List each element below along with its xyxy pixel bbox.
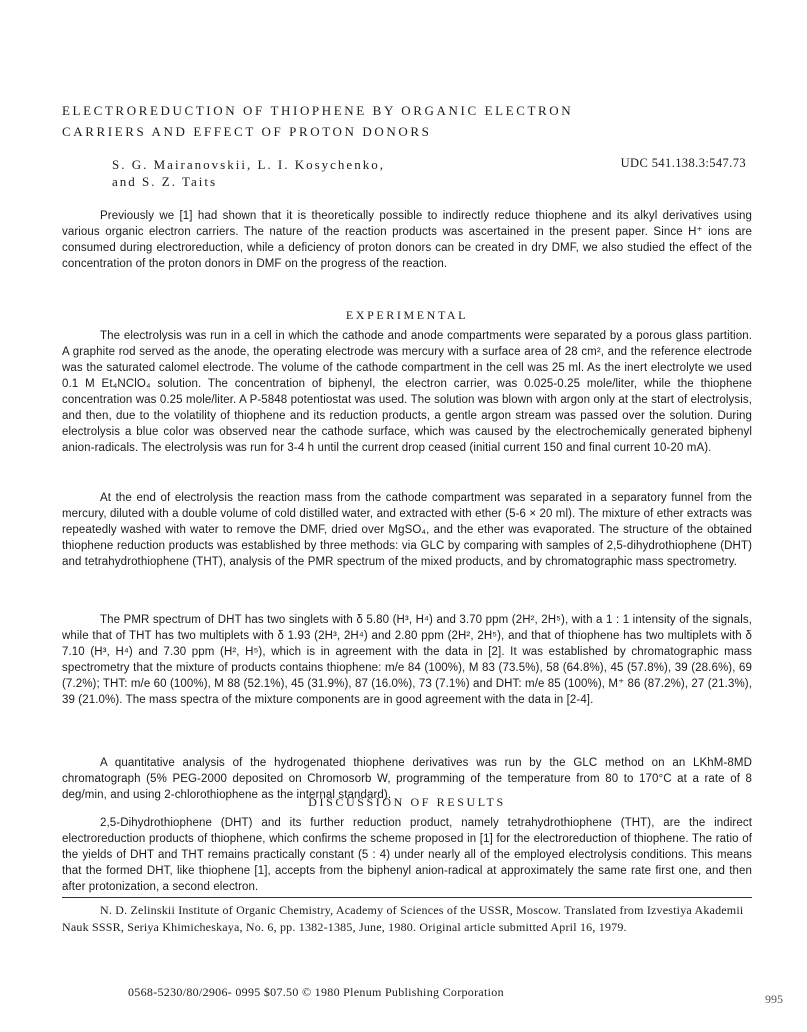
section-heading-discussion: DISCUSSION OF RESULTS — [308, 795, 506, 809]
article-title — [62, 100, 752, 142]
author-list — [112, 156, 492, 190]
title-line-1: ELECTROREDUCTION OF THIOPHENE BY ORGANIC ELECTRON — [62, 103, 574, 118]
page-number: 995 — [765, 992, 783, 1006]
authors-line-2: and S. Z. Taits — [112, 174, 218, 189]
udc-code: UDC 541.138.3:547.73 — [620, 156, 746, 170]
experimental-paragraph-4: A quantitative analysis of the hydrogenated thiophene derivatives was run by the GLC method on an LKhM-8MD chromatograph (5% PEG-2000 deposited on Chromosorb W, programming of the temperature from 80 to 170°C at a rate of 8 deg/min, and using 2-chlorothiophene as the internal standard). — [62, 757, 752, 801]
section-heading-experimental: EXPERIMENTAL — [345, 308, 469, 322]
experimental-paragraph-1: The electrolysis was run in a cell in which the cathode and anode compartments were separated by a porous glass partition. A graphite rod served as the anode, the operating electrode was mercury with a surface area of 28 cm², and the reference electrode was the saturated calomel electrode. The volume of the cathode compartment in the cell was 25 ml. As the inert electrolyte we used 0.1 M Et₄NClO₄ solution. The concentration of biphenyl, the electron carrier, was 0.025-0.25 mole/liter, while the thiophene concentration was 0.25 mole/liter. A P-5848 potentiostat was used. The solution was blown with argon only at the start of electrolysis, and then, due to the volatility of thiophene and its reduction products, a gentle argon stream was passed over the solution. During electrolysis a blue color was observed near the cathode surface, which was caused by the electrochemically generated biphenyl anion-radicals. The electrolysis was run for 3-4 h until the current drop ceased (initial current 150 and final current 10-20 mA). — [62, 330, 752, 454]
affiliation-footnote: N. D. Zelinskii Institute of Organic Chemistry, Academy of Sciences of the USSR, Moscow. Translated from Izvestiya Akademii Nauk SSSR, Seriya Khimicheskaya, No. 6, pp. 1382-1385, June, 1980. Original article submitted April 16, 1979. — [62, 903, 744, 934]
footnote-rule — [62, 897, 752, 898]
authors-line-1: S. G. Mairanovskii, L. I. Kosychenko, — [112, 157, 385, 172]
title-line-2: CARRIERS AND EFFECT OF PROTON DONORS — [62, 124, 432, 139]
discussion-paragraph-1: 2,5-Dihydrothiophene (DHT) and its further reduction product, namely tetrahydrothiophene (THT), are the indirect electroreduction products of thiophene, which confirms the scheme proposed in [1] for the electroreduction of thiophene. The ratio of the yields of DHT and THT remains practically constant (5 : 4) under nearly all of the employed electrolysis conditions. This means that the formed DHT, like thiophene [1], accepts from the biphenyl anion-radical at approximately the same rate first one, and then after protonization, a second electron. — [62, 817, 752, 893]
copyright-footer: 0568-5230/80/2906- 0995 $07.50 © 1980 Plenum Publishing Corporation — [128, 985, 504, 999]
experimental-paragraph-3: The PMR spectrum of DHT has two singlets with δ 5.80 (H³, H⁴) and 3.70 ppm (2H², 2H⁵), with a 1 : 1 intensity of the signals, while that of THT has two multiplets with δ 1.93 (2H³, 2H⁴) and 2.80 ppm (2H², 2H⁵), and that of thiophene has two multiplets with δ 7.10 (H³, H⁴) and 7.30 ppm (H², H⁵), which is in agreement with the data in [2]. It was established by chromatographic mass spectrometry that the mixture of products contains thiophene: m/e 84 (100%), M 83 (73.5%), 58 (64.8%), 45 (57.8%), 39 (28.6%), 69 (7.2%); THT: m/e 60 (100%), M 88 (52.1%), 45 (31.9%), 87 (16.0%), 73 (7.1%) and DHT: m/e 85 (100%), M⁺ 86 (87.2%), 27 (21.3%), 39 (21.0%). The mass spectra of the mixture components are in good agreement with the data in [2-4]. — [62, 614, 752, 706]
intro-paragraph: Previously we [1] had shown that it is theoretically possible to indirectly reduce thiophene and its alkyl derivatives using various organic electron carriers. The nature of the reaction products was ascertained in the present paper. Since H⁺ ions are consumed during electroreduction, while a deficiency of proton donors can be created in dry DMF, we also studied the effect of the concentration of the proton donors in DMF on the progress of the reaction. — [62, 210, 752, 270]
experimental-paragraph-2: At the end of electrolysis the reaction mass from the cathode compartment was separated in a separatory funnel from the mercury, diluted with a double volume of cold distilled water, and extracted with ether (5-6 × 20 ml). The mixture of ether extracts was repeatedly washed with water to remove the DMF, dried over MgSO₄, and the ether was evaporated. The structure of the obtained thiophene reduction products was established by three methods: via GLC by comparing with samples of 2,5-dihydrothiophene (DHT) and tetrahydrothiophene (THT), analysis of the PMR spectrum of the mixed products, and by chromatographic mass spectrometry. — [62, 492, 752, 568]
